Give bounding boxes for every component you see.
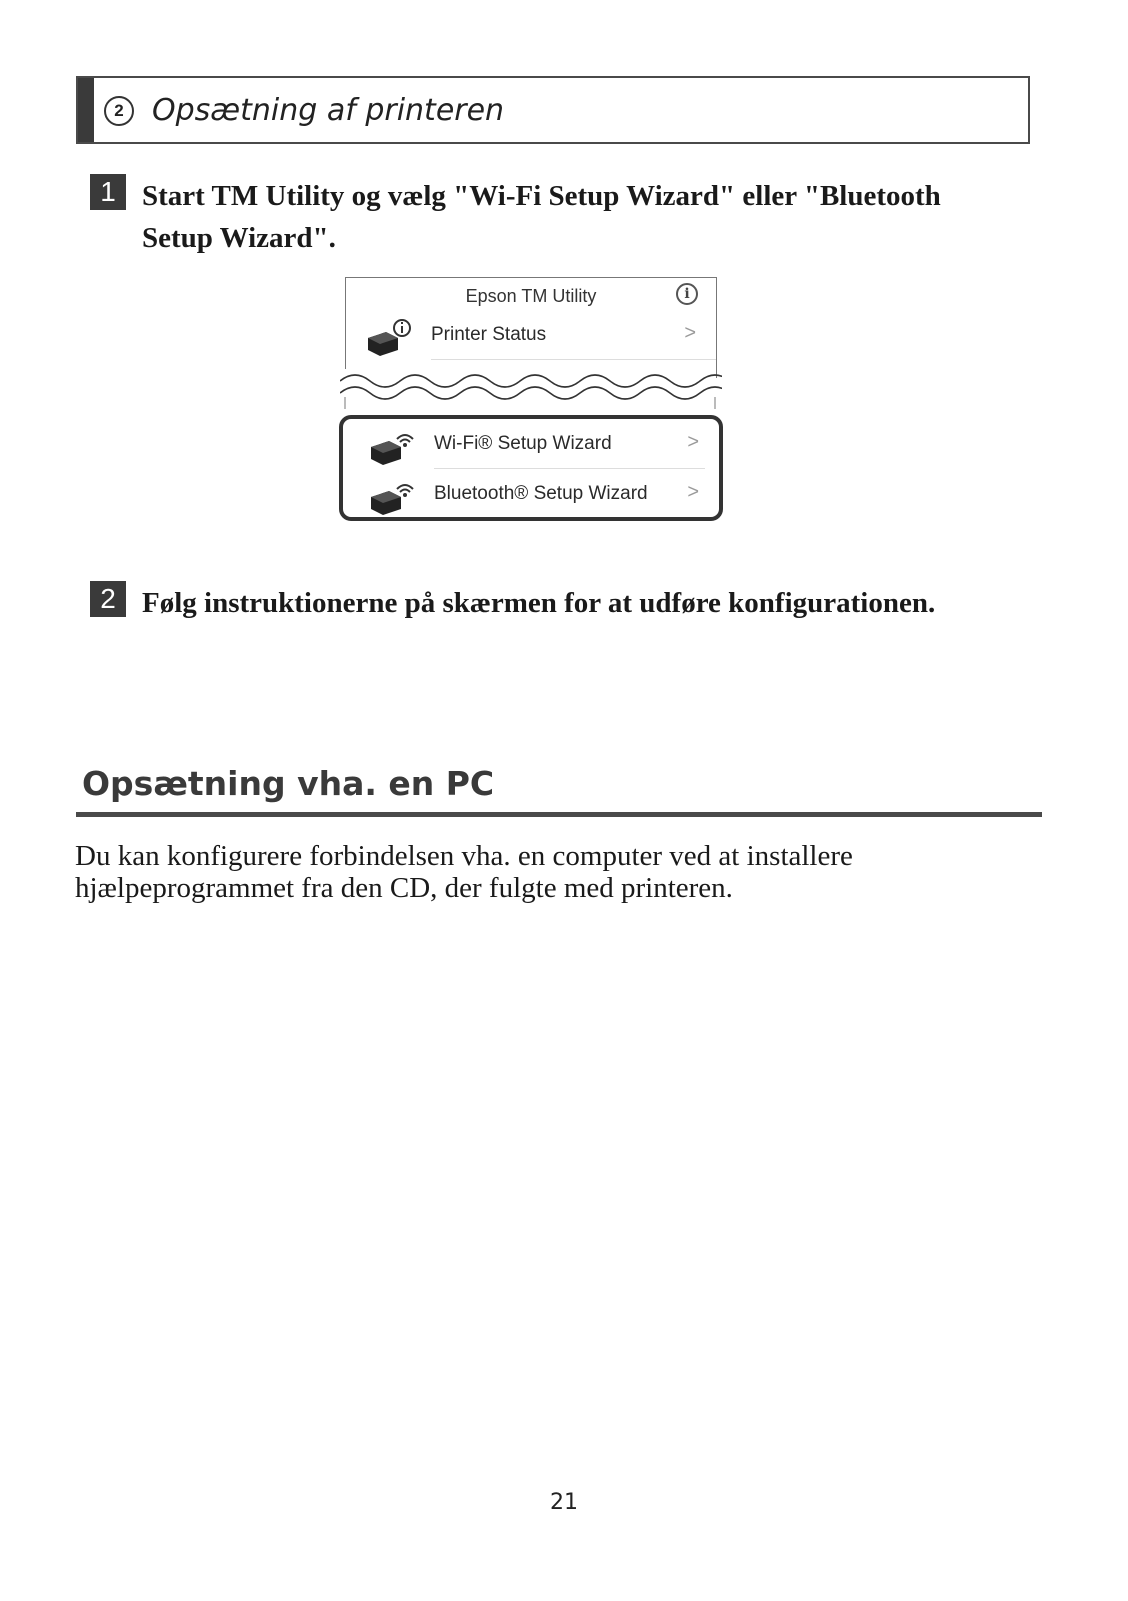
step-1-line-2: Setup Wizard". bbox=[142, 222, 336, 254]
pc-section-line-1: Du kan konfigurere forbindelsen vha. en computer ved at installere bbox=[75, 840, 853, 872]
section-header-bar bbox=[78, 78, 94, 142]
step-1-line-1: Start TM Utility og vælg "Wi-Fi Setup Wizard" eller "Bluetooth bbox=[142, 180, 941, 212]
pc-section-body bbox=[75, 840, 1035, 904]
chevron-right-icon: > bbox=[687, 431, 699, 453]
chevron-right-icon: > bbox=[684, 322, 696, 344]
menu-item-printer-status bbox=[346, 312, 716, 360]
torn-edge-decoration bbox=[340, 369, 722, 409]
divider bbox=[431, 359, 716, 360]
menu-item-label: Wi-Fi® Setup Wizard bbox=[434, 433, 612, 454]
step-1-text bbox=[142, 175, 941, 259]
step-1-number: 1 bbox=[90, 174, 126, 210]
pc-section-heading: Opsætning vha. en PC bbox=[82, 764, 495, 803]
highlighted-wizard-group bbox=[339, 415, 723, 521]
section-title: Opsætning af printeren bbox=[152, 93, 505, 128]
app-title: Epson TM Utility bbox=[465, 286, 597, 306]
page-number: 21 bbox=[550, 1490, 578, 1515]
menu-item-wifi-setup-wizard bbox=[349, 421, 719, 469]
menu-item-bluetooth-setup-wizard bbox=[349, 471, 719, 519]
menu-item-label: Printer Status bbox=[431, 324, 547, 345]
printer-wifi-icon bbox=[367, 477, 415, 517]
section-number-badge: 2 bbox=[104, 96, 134, 126]
pc-section-line-2: hjælpeprogrammet fra den CD, der fulgte med printeren. bbox=[75, 872, 733, 904]
chevron-right-icon: > bbox=[687, 481, 699, 503]
section-header bbox=[76, 76, 1030, 144]
printer-info-icon bbox=[364, 318, 412, 358]
app-screenshot-top bbox=[345, 277, 717, 378]
step-2-number: 2 bbox=[90, 581, 126, 617]
divider bbox=[434, 468, 705, 469]
printer-wifi-icon bbox=[367, 427, 415, 467]
heading-divider bbox=[76, 812, 1042, 817]
menu-item-label: Bluetooth® Setup Wizard bbox=[434, 483, 648, 504]
info-icon: i bbox=[676, 283, 698, 305]
step-2-text: Følg instruktionerne på skærmen for at udføre konfigurationen. bbox=[142, 587, 936, 619]
app-screenshot bbox=[345, 277, 717, 525]
